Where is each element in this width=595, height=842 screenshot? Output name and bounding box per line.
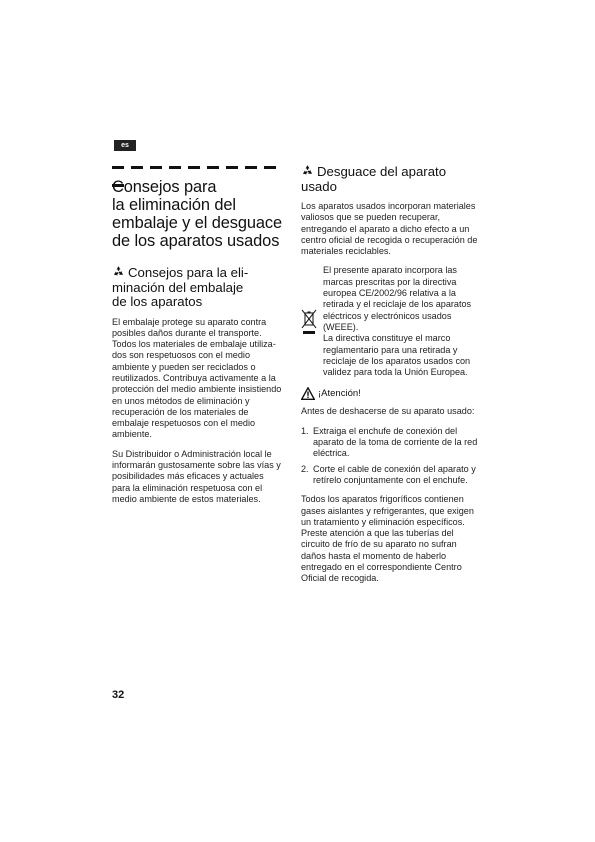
weee-directive-paragraph: La directiva constituye el marco reglamentario para una retirada y reciclaje de los aparatos usados con validez para toda la Unión Europea. bbox=[323, 333, 471, 378]
main-title bbox=[112, 178, 284, 250]
refrigerant-paragraph: Todos los aparatos frigoríficos contienen gases aislantes y refrigerantes, que exigen un tratamiento y eliminación específicos. Preste atención a que las tuberías del circuito de frío de su aparato no sufran daños hasta el momento de haberlo entregado en el correspondiente Centro Oficial de recogida. bbox=[301, 494, 474, 584]
main-title-line: embalaje y el desguace bbox=[112, 214, 283, 232]
list-item-number: 1. bbox=[301, 425, 309, 436]
main-title-line: de los aparatos usados bbox=[112, 232, 280, 250]
packaging-heading-line: Consejos para la eli- bbox=[128, 265, 249, 280]
disposal-heading-line: usado bbox=[301, 178, 337, 194]
main-title-line: Consejos para bbox=[112, 178, 217, 196]
weee-block bbox=[301, 265, 481, 378]
distributor-paragraph: Su Distribuidor o Administración local le informarán gustosamente sobre las vías y posibilidades más eficaces y actuales para la eliminación respetuosa con el medio ambiente de estos materiales. bbox=[112, 448, 281, 504]
attention-label bbox=[301, 387, 481, 400]
attention-text: ¡Atención! bbox=[318, 387, 361, 399]
list-item-text: Corte el cable de conexión del aparato y retírelo conjuntamente con el enchufe. bbox=[313, 463, 476, 485]
section-divider-dashes bbox=[112, 166, 292, 172]
language-badge: es bbox=[114, 140, 136, 151]
list-item-text: Extraiga el enchufe de conexión del aparato de la toma de corriente de la red eléctrica. bbox=[313, 425, 478, 459]
list-item bbox=[301, 464, 481, 487]
list-item bbox=[301, 426, 481, 460]
right-column bbox=[301, 164, 481, 593]
disposal-heading-line: Desguace del aparato bbox=[317, 164, 447, 179]
page-number: 32 bbox=[112, 689, 125, 701]
main-title-line: la eliminación del bbox=[112, 196, 236, 214]
packaging-heading-line: de los aparatos bbox=[112, 294, 203, 309]
warning-icon bbox=[301, 387, 315, 400]
left-column bbox=[112, 178, 284, 513]
packaging-paragraph: El embalaje protege su aparato contra posibles daños durante el transporte. Todos los materiales de embalaje utiliza-dos son respetuosos con el medio ambiente y pueden ser reciclados o reutilizados. Contribuya activamente a la protección del medio ambiente insistiendo en unos métodos de eliminación y recuperación de los materiales de embalaje respetuosos con el medio ambiente. bbox=[112, 316, 282, 440]
weee-paragraph: El presente aparato incorpora las marcas prescritas por la directiva europea CE/2002/96 relativa a la retirada y el reciclaje de los aparatos eléctricos y electrónicos usados (WEEE). bbox=[323, 265, 472, 332]
disposal-intro-paragraph: Los aparatos usados incorporan materiales valiosos que se pueden recuperar, entregando el aparato a dicho efecto a un centro oficial de recogida o recuperación de materiales reciclables. bbox=[301, 201, 478, 257]
before-disposal-paragraph: Antes de deshacerse de su aparato usado: bbox=[301, 406, 475, 417]
disposal-heading bbox=[301, 164, 481, 194]
list-item-number: 2. bbox=[301, 463, 309, 474]
recycle-icon bbox=[112, 265, 125, 278]
recycle-icon bbox=[301, 164, 314, 177]
crossed-bin-icon bbox=[301, 266, 317, 378]
packaging-heading-line: minación del embalaje bbox=[112, 279, 244, 295]
disposal-steps-list bbox=[301, 426, 481, 486]
packaging-heading bbox=[112, 265, 284, 310]
